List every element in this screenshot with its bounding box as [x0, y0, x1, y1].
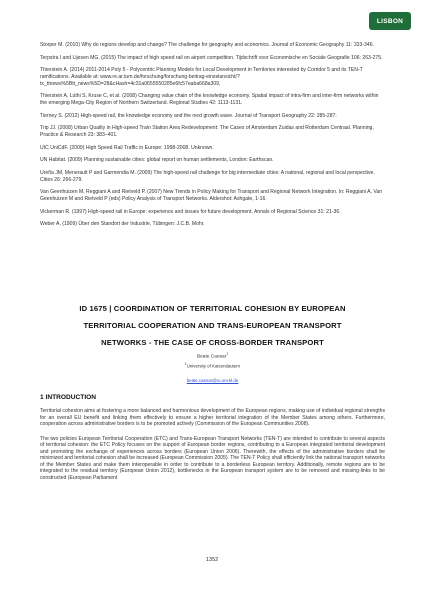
reference-item: Storper M. (2010) Why do regions develop and change? The challenge for geography and economics. Journal of Economic Geography 11: 333-346. [40, 42, 374, 48]
author-block [40, 351, 385, 387]
reference-item: Trip JJ. (2008) Urban Quality in High-speed Train Station Area Redevelopment: The Cases of Amsterdam Zuidas and Rotterdam Centraal. Planning, Practice & Research 23: 383–401. [40, 125, 374, 138]
paper-title-line: ID 1675 | COORDINATION OF TERRITORIAL COHESION BY EUROPEAN [79, 304, 346, 313]
page-number: 1352 [205, 557, 219, 563]
reference-item: UN Habitat. (2009) Planning sustainable cities: global report on human settlements, London: Earthscan. [40, 157, 274, 164]
reference-item: Ureña JM, Menerault P and Garmendia M. (2009) The high-speed rail challenge for big intermediate cities: A national, regional and local perspective. Cities 26: 266-279. [40, 170, 375, 183]
paper-title [40, 300, 385, 352]
paper-title-line: TERRITORIAL COOPERATION AND TRANS-EUROPEAN TRANSPORT [83, 321, 342, 331]
reference-item: Vickerman R. (1997) High-speed rail in Europe: experience and issues for future development. Annals of Regional Science 31: 21-36. [40, 208, 341, 215]
reference-item: Thierstein A. (2014) 2011-2014 Poly 5 - Polycentric Planning Models for Local Development in Territories interested by Corridor 5 and its TEN-T ramifications. Available at: www.re.ar.tum.de/forschung/forschung-beitrag-einzelansicht/?tx_ttnews%5Btt_news%5D=28&cHash=4c31a0655550285e6fc57eaba668a309, [40, 67, 363, 87]
reference-item: Terpstra I and Lijesen MG. (2015) The impact of high speed rail on airport competition. Tijdschrift voor Economische en Sociale Geografie 106: 263-275. [40, 54, 383, 61]
reference-list [40, 42, 385, 234]
reference-item: Van Geenhuizen M, Reggiani A and Rietveld P. (2007) New Trends in Policy Making for Transport and Regional Network Integration. In: Reggiani A, Van Geenhuizen M and Rietveld P (eds) Policy Analysis of Transport Networks. Aldershot: Ashgate, 1-16. [40, 189, 383, 202]
body-paragraph: The two policies European Territorial Cooperation (ETC) and Trans-European Transport Networks (TEN-T) are intended to contribute to several aspects of territorial cohesion: the ETC Policy focuses on the support of European border regions, contributing to a European integrated territorial development and promoting the exchange of experiences across borders (European Union 2006). Therewith, the effects of the administrative borders shall be minimized and territorial cohesion shall be increased (European Commission 2005). The TEN-T Policy shall efficiently link the national transport networks of the Member States and make them interoperable in order to contribute to a borderless European territory. Additionally, remote regions are to be integrated to the residual territory (European Union 2012), bottlenecks in the European transport system are to be removed and missing-links to be constructed (European Parliament [40, 435, 385, 481]
reference-item: Thierstein A, Lüthi S, Kruse C, et al. (2008) Changing value chain of the knowledge economy. Spatial impact of intra-firm and inter-firm networks within the emerging Mega-City Region of Northern Switzerland. Regional Studies 42: 1113-1131. [40, 93, 379, 106]
section-heading: 1 INTRODUCTION [40, 394, 97, 401]
author-affiliation: $^1$University of Kaiserslautern [184, 361, 241, 369]
section-body [40, 408, 385, 489]
paper-title-line: NETWORKS - THE CASE OF CROSS-BORDER TRANSPORT [101, 338, 324, 348]
author-name: Beate Caesar$^1$ [196, 352, 229, 360]
reference-item: Weber A. (1909) Über den Standort der Industrie, Tübingen: J.C.B. Mohr. [40, 221, 205, 228]
body-paragraph: Territorial cohesion aims at fostering a more balanced and harmonious development of the European regions, making use of individual regional strengths for an overall EU benefit and linking them effectively to ensure a higher territorial integration of the Member States among others. Furthermore, cooperation across administrative borders is to be promoted actively (Commission of the European Communities 2008). [40, 408, 385, 428]
conference-logo: LISBON [369, 12, 411, 30]
reference-item: Tierney S. (2012) High-speed rail, the knowledge economy and the next growth wave. Journal of Transport Geography 22: 285-287. [40, 112, 337, 119]
author-email-link[interactable]: beate.caesar@ru.uni-kl.de [186, 378, 239, 384]
reference-item: UIC UniCdF. (2009) High Speed Rail Traffic in Europe: 1998-2008. Unknown. [40, 144, 214, 151]
